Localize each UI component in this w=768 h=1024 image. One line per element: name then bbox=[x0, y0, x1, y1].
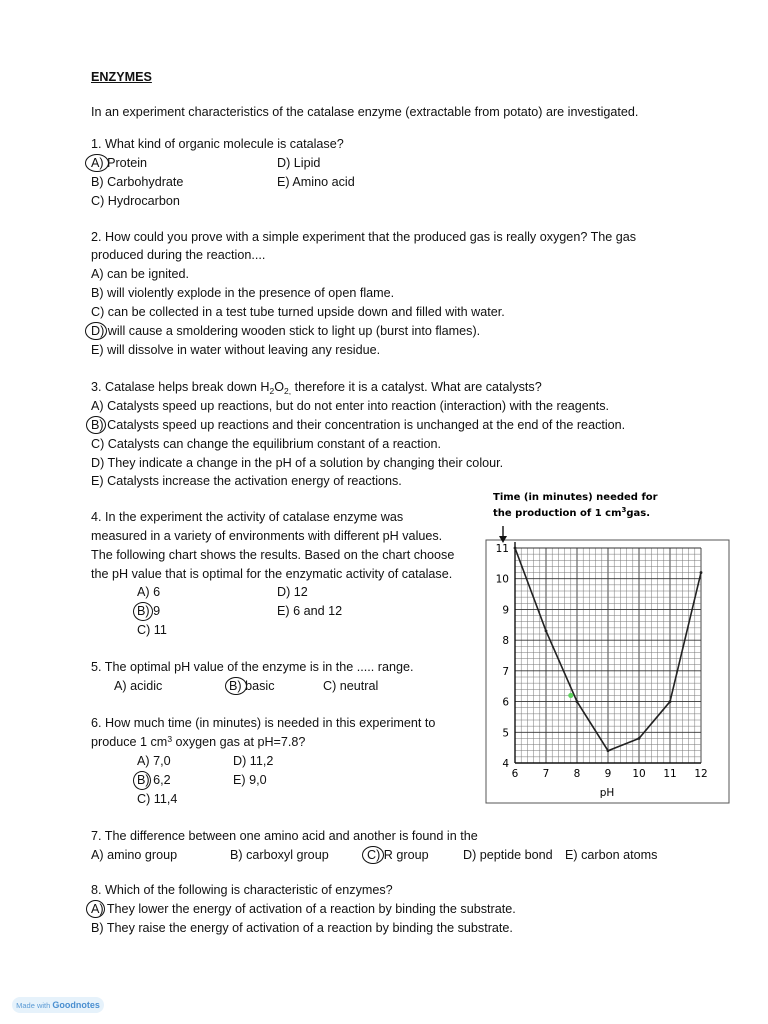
badge-small-text: Made with bbox=[16, 1001, 51, 1010]
data-point bbox=[576, 700, 579, 703]
answer-circle-q8 bbox=[86, 900, 105, 918]
x-tick-label: 8 bbox=[573, 768, 581, 780]
caption-post: gas. bbox=[626, 508, 651, 519]
q4-question-line1: 4. In the experiment the activity of catalase enzyme was bbox=[91, 510, 404, 524]
y-tick-label: 6 bbox=[502, 696, 509, 709]
q6-question-line1: 6. How much time (in minutes) is needed in this experiment to bbox=[91, 716, 436, 730]
data-point bbox=[669, 700, 672, 703]
page-title: ENZYMES bbox=[91, 70, 152, 84]
intro-text: In an experiment characteristics of the catalase enzyme (extractable from potato) are investigated. bbox=[91, 105, 639, 119]
q3-option-e: E) Catalysts increase the activation energy of reactions. bbox=[91, 474, 402, 488]
q7-option-e: E) carbon atoms bbox=[565, 848, 658, 862]
q2-option-c: C) can be collected in a test tube turned upside down and filled with water. bbox=[91, 305, 505, 319]
q3-option-d: D) They indicate a change in the pH of a solution by changing their colour. bbox=[91, 456, 504, 470]
y-tick-label: 8 bbox=[502, 635, 509, 648]
q4-question-line2: measured in a variety of environments with different pH values. bbox=[91, 529, 443, 543]
chart-caption-line1: Time (in minutes) needed for bbox=[493, 492, 658, 503]
answer-circle-q5 bbox=[225, 677, 247, 695]
badge-brand-text: Goodnotes bbox=[52, 1000, 100, 1010]
q6-text-pre: produce 1 cm bbox=[91, 735, 168, 749]
q3-text-post: therefore it is a catalyst. What are catalysts? bbox=[291, 380, 542, 394]
q1-option-e: E) Amino acid bbox=[277, 175, 355, 189]
q2-option-e: E) will dissolve in water without leaving any residue. bbox=[91, 343, 381, 357]
q1-option-b: B) Carbohydrate bbox=[91, 175, 184, 189]
x-tick-label: 10 bbox=[632, 768, 646, 780]
q3-sub2: 2, bbox=[284, 386, 292, 396]
goodnotes-badge bbox=[12, 997, 104, 1013]
q6-option-d: D) 11,2 bbox=[233, 754, 274, 768]
q4-question-line4: the pH value that is optimal for the enzymatic activity of catalase. bbox=[91, 567, 453, 581]
q7-option-a: A) amino group bbox=[91, 848, 178, 862]
q4-option-a: A) 6 bbox=[137, 585, 161, 599]
highlight-point bbox=[568, 693, 573, 698]
x-tick-label: 11 bbox=[663, 768, 677, 780]
y-tick-label: 4 bbox=[502, 758, 509, 770]
caption-pre: the production of 1 cm bbox=[493, 508, 622, 519]
caption-sup: 3 bbox=[621, 506, 627, 514]
q6-sup: 3 bbox=[167, 734, 173, 744]
q6-option-a: A) 7,0 bbox=[137, 754, 171, 768]
answer-circle-q6 bbox=[133, 771, 151, 790]
q1-question: 1. What kind of organic molecule is catalase? bbox=[91, 137, 344, 151]
q5-option-a: A) acidic bbox=[114, 679, 163, 693]
q3-option-b: B) Catalysts speed up reactions and their concentration is unchanged at the end of the reaction. bbox=[91, 418, 626, 432]
q3-text-mid: O bbox=[274, 380, 285, 394]
q6-option-c: C) 11,4 bbox=[137, 792, 178, 806]
x-tick-label: 9 bbox=[604, 768, 612, 780]
q4-option-d: D) 12 bbox=[277, 585, 308, 599]
q1-option-a: A) Protein bbox=[91, 156, 147, 170]
q6-question-line2 bbox=[91, 734, 305, 751]
data-point bbox=[545, 630, 548, 633]
answer-circle-q7 bbox=[362, 846, 384, 864]
q3-text-pre: 3. Catalase helps break down H bbox=[91, 380, 270, 394]
q8-question: 8. Which of the following is characteristic of enzymes? bbox=[91, 883, 393, 897]
q5-question: 5. The optimal pH value of the enzyme is in the ..... range. bbox=[91, 660, 414, 674]
q2-option-b: B) will violently explode in the presence of open flame. bbox=[91, 286, 395, 300]
q7-option-b: B) carboxyl group bbox=[230, 848, 329, 862]
q7-question: 7. The difference between one amino acid and another is found in the bbox=[91, 829, 478, 843]
chart-caption-line2 bbox=[493, 506, 650, 519]
q8-option-b: B) They raise the energy of activation of a reaction by binding the substrate. bbox=[91, 921, 513, 935]
data-point bbox=[638, 737, 641, 740]
ph-time-chart bbox=[484, 486, 732, 806]
x-tick-label: 7 bbox=[542, 768, 550, 780]
x-tick-label: 12 bbox=[694, 768, 708, 780]
q2-question-line1: 2. How could you prove with a simple experiment that the produced gas is really oxygen? The gas bbox=[91, 230, 637, 244]
answer-circle-q1 bbox=[85, 154, 109, 172]
answer-circle-q3 bbox=[86, 416, 106, 434]
x-tick-label: 6 bbox=[511, 768, 519, 780]
q7-option-c: C) R group bbox=[367, 848, 429, 862]
y-tick-label: 9 bbox=[502, 604, 509, 617]
q4-option-c: C) 11 bbox=[137, 623, 167, 637]
q5-option-c: C) neutral bbox=[323, 679, 379, 693]
q2-option-a: A) can be ignited. bbox=[91, 267, 190, 281]
q4-question-line3: The following chart shows the results. Based on the chart choose bbox=[91, 548, 455, 562]
data-point bbox=[607, 749, 610, 752]
q2-question-line2: produced during the reaction.... bbox=[91, 248, 266, 262]
q5-option-b: B) basic bbox=[229, 679, 275, 693]
y-tick-label: 7 bbox=[502, 665, 509, 678]
y-tick-label: 5 bbox=[502, 727, 509, 740]
answer-circle-q2 bbox=[85, 322, 107, 340]
q3-option-c: C) Catalysts can change the equilibrium constant of a reaction. bbox=[91, 437, 442, 451]
data-point bbox=[700, 571, 703, 574]
q3-option-a: A) Catalysts speed up reactions, but do not enter into reaction (interaction) with the reagents. bbox=[91, 399, 610, 413]
q4-option-b: B) 9 bbox=[137, 604, 161, 618]
x-axis-label: pH bbox=[599, 787, 615, 799]
q6-option-b: B) 6,2 bbox=[137, 773, 171, 787]
q8-option-a: A) They lower the energy of activation of a reaction by binding the substrate. bbox=[91, 902, 516, 916]
q3-sub1: 2 bbox=[269, 386, 275, 396]
q3-question bbox=[91, 379, 542, 396]
q1-option-d: D) Lipid bbox=[277, 156, 321, 170]
q4-option-e: E) 6 and 12 bbox=[277, 604, 343, 618]
q2-option-d: D) will cause a smoldering wooden stick to light up (burst into flames). bbox=[91, 324, 481, 338]
q1-option-c: C) Hydrocarbon bbox=[91, 194, 180, 208]
y-tick-label: 10 bbox=[495, 573, 509, 586]
q6-option-e: E) 9,0 bbox=[233, 773, 267, 787]
q7-option-d: D) peptide bond bbox=[463, 848, 553, 862]
answer-circle-q4 bbox=[133, 602, 153, 621]
q6-text-post: oxygen gas at pH=7.8? bbox=[172, 735, 306, 749]
y-tick-label: 11 bbox=[495, 543, 509, 555]
data-point bbox=[514, 547, 517, 550]
